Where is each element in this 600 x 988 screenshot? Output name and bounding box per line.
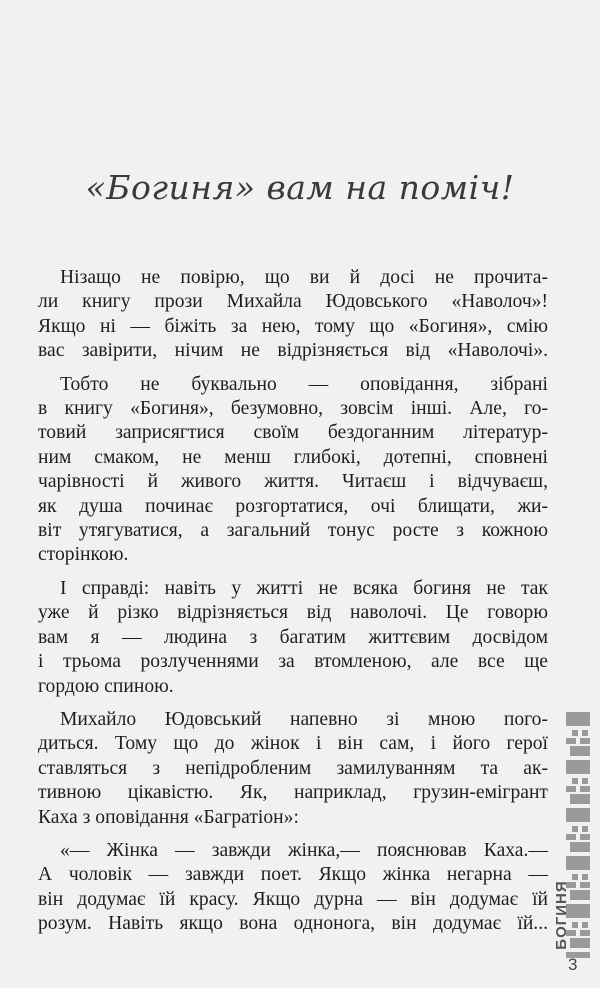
text-line: А чоловік — завжди поет. Якщо жінка негарна —	[38, 864, 548, 886]
text-line: Каха з оповідання «Багратіон»:	[38, 806, 299, 828]
paragraph-5	[38, 839, 548, 937]
text-line: вас завірити, нічим не відрізняється від «Наволочі».	[38, 340, 548, 362]
text-line: як душа починає розгортатися, очі блищати, жи-	[38, 495, 548, 517]
text-line: в книгу «Богиня», безумовно, зовсім інші. Але, го-	[38, 398, 548, 420]
text-line: розум. Навіть якщо вона одноногa, він додумає їй...	[38, 913, 548, 935]
text-line: він додумає їй красу. Якщо дурна — він додумає їй	[38, 888, 548, 910]
text-line: товий заприсягтися своїм бездоганним літератур-	[38, 422, 548, 444]
text-line: диться. Тому що до жінок і він сам, і його герої	[38, 733, 548, 755]
side-tab-label: БОГИНЯ	[553, 880, 570, 950]
paragraph-3	[38, 577, 548, 699]
paragraph-2	[38, 373, 548, 568]
text-line: Нізащо не повірю, що ви й досі не прочита-	[60, 267, 548, 288]
chapter-title: «Богиня» вам на поміч!	[85, 168, 515, 207]
text-line: ставляться з непідробленим замилуванням та ак-	[38, 757, 548, 779]
page-number: 3	[568, 955, 578, 974]
text-line: ним смаком, не менш глибокі, дотепні, сповнені	[38, 446, 548, 468]
text-line: і трьома розлученнями за втомленою, але все ще	[38, 651, 548, 673]
text-line: Тобто не буквально — оповідання, зібрані	[60, 373, 548, 395]
text-line: уже й різко відрізняється від наволочі. Це говорю	[38, 602, 548, 624]
body-text	[38, 266, 548, 946]
text-line: гордою спиною.	[38, 675, 174, 697]
text-line: Михайло Юдовський напевно зі мною пого-	[60, 708, 548, 730]
text-line: віт утягуватися, а загальний тонус росте з кожною	[38, 520, 548, 542]
text-line: вам я — людина з багатим життєвим досвідом	[38, 626, 548, 648]
text-line: «— Жінка — завжди жінка,— пояснював Каха.—	[60, 839, 548, 861]
text-line: сторінкою.	[38, 544, 129, 566]
text-line: І справді: навіть у житті не всяка богиня не так	[60, 577, 548, 599]
paragraph-4	[38, 708, 548, 830]
text-line: ли книгу прози Михайла Юдовського «Наволоч»!	[38, 291, 548, 313]
text-line: чарівності й живого життя. Читаєш і відчуваєш,	[38, 471, 548, 493]
paragraph-1	[38, 266, 548, 364]
text-line: Якщо ні — біжіть за нею, тому що «Богиня», смію	[38, 315, 548, 337]
text-line: тивною цікавістю. Як, наприклад, грузин-емігрант	[38, 782, 548, 804]
